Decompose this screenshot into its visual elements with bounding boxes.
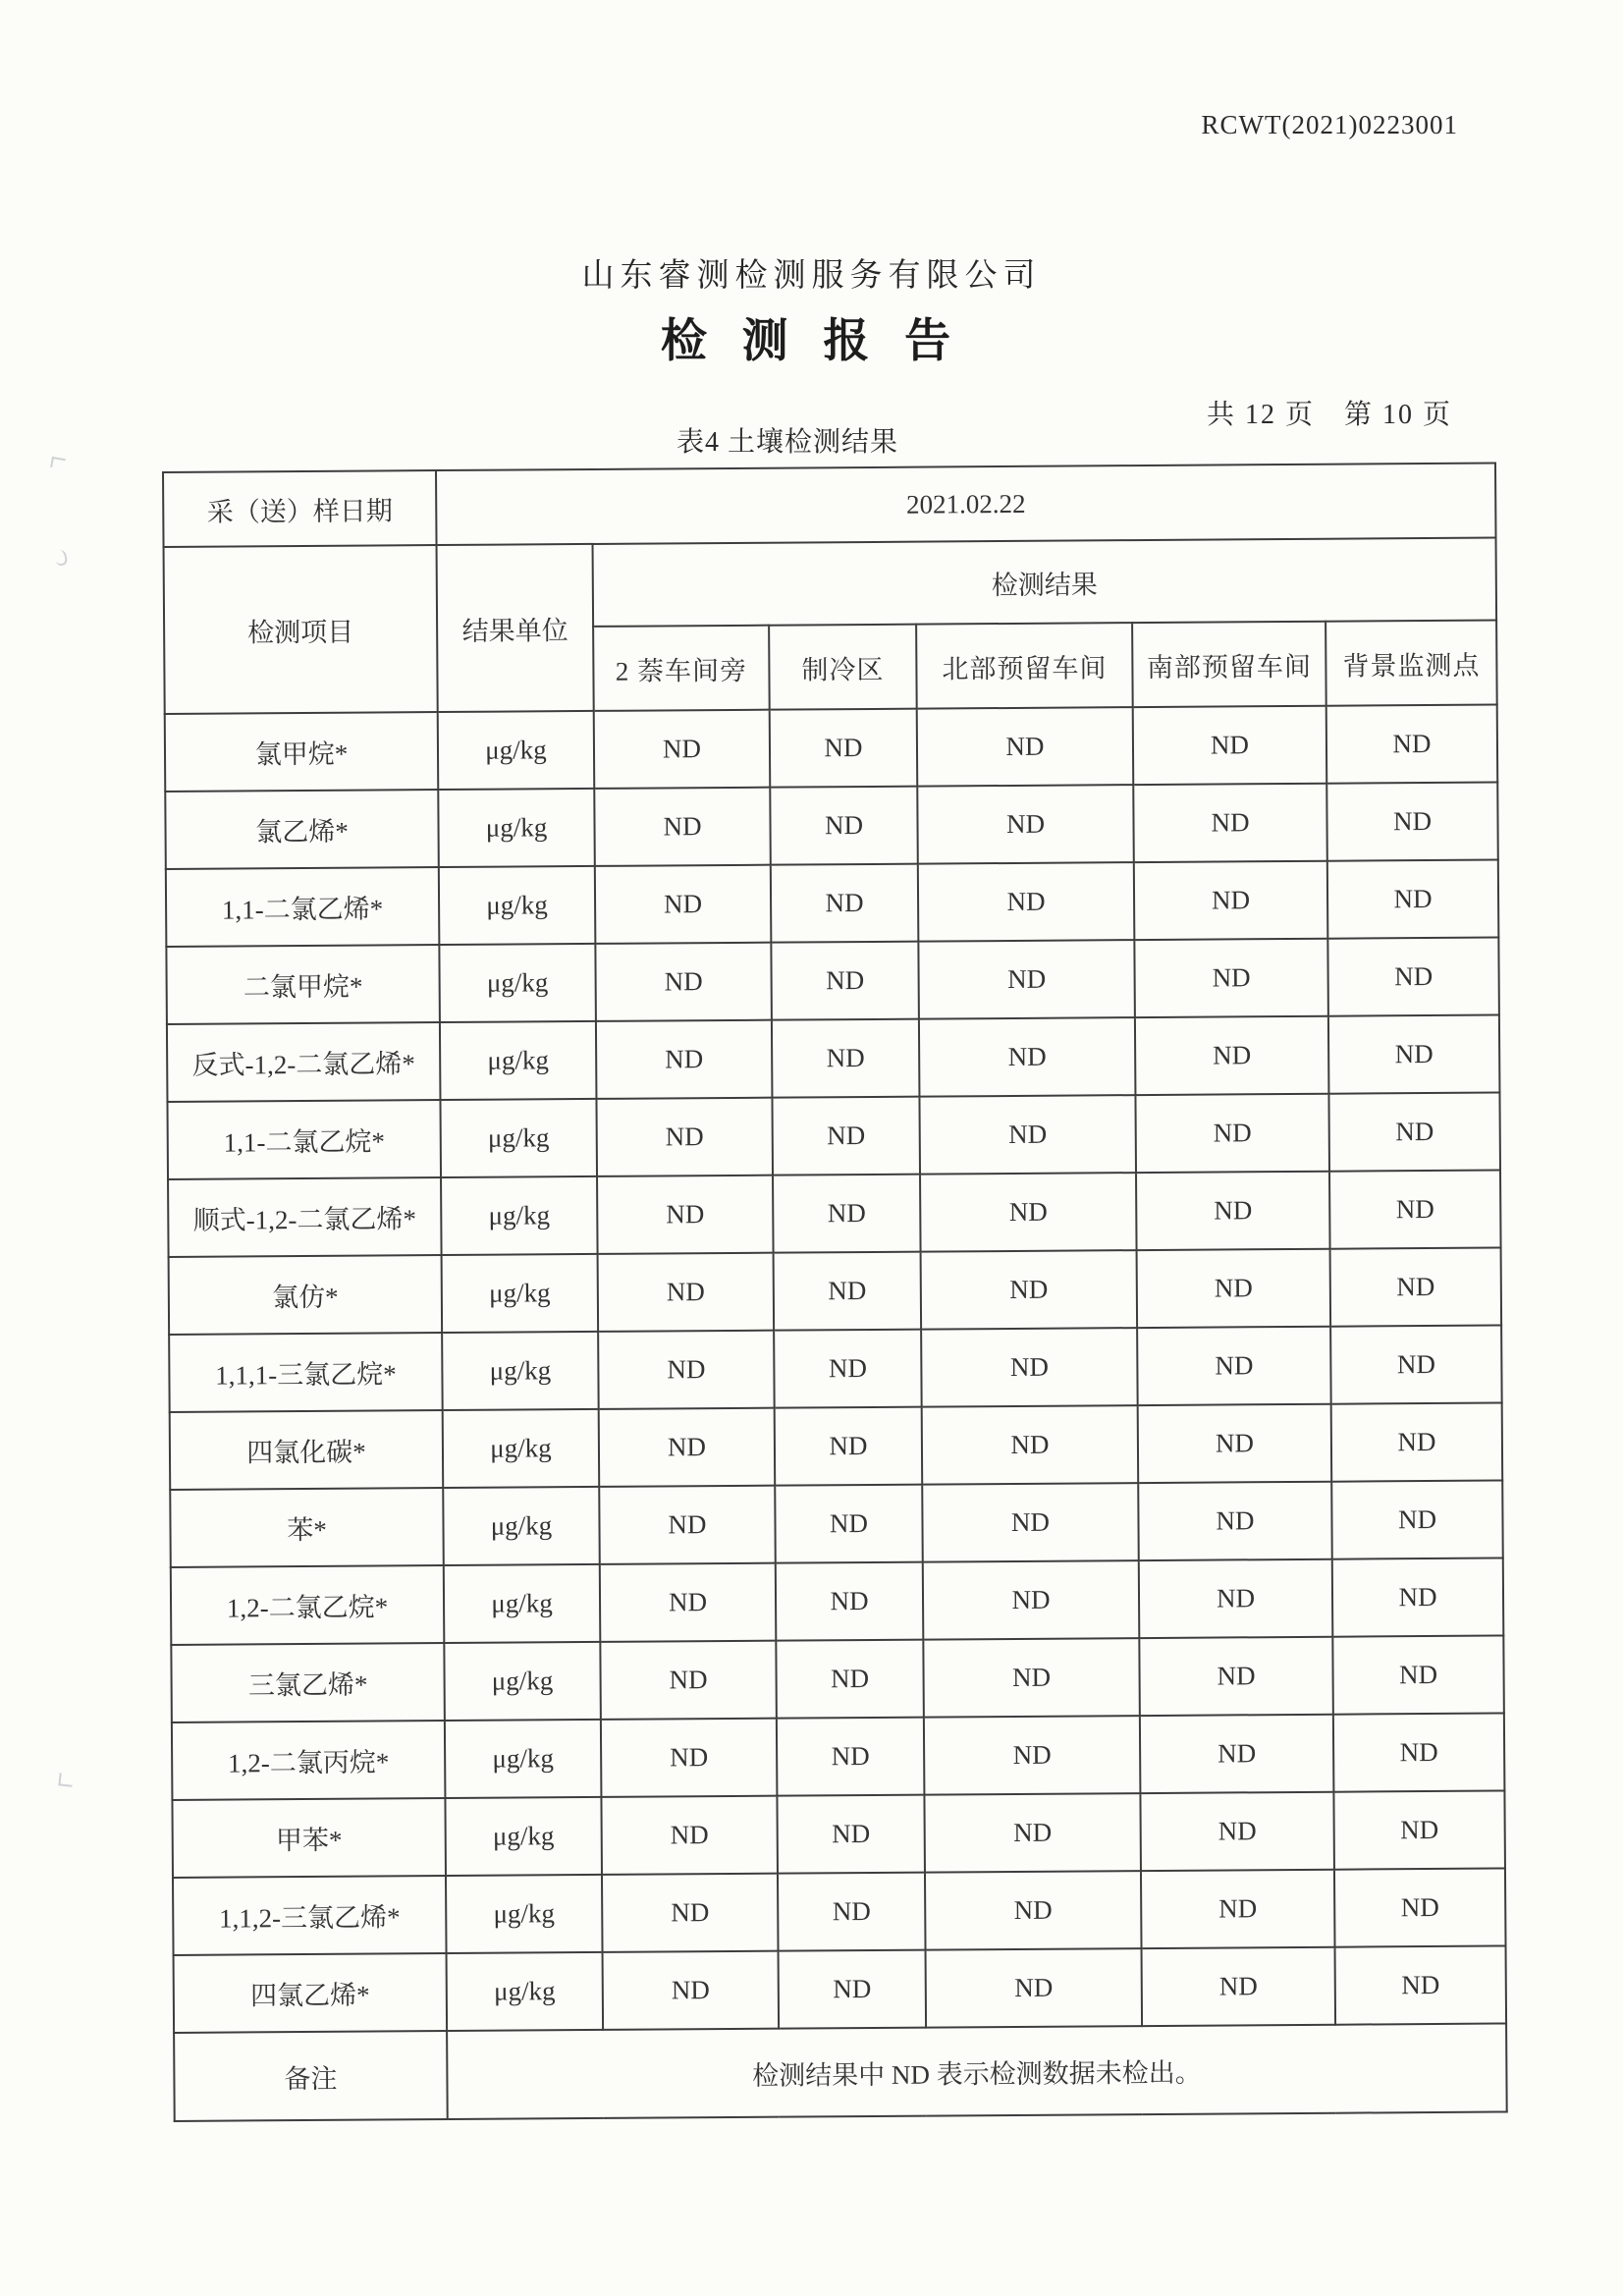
site-column-header: 南部预留车间: [1132, 622, 1326, 707]
unit-cell: μg/kg: [442, 1332, 599, 1410]
result-cell: ND: [926, 1948, 1143, 2028]
report-number: RCWT(2021)0223001: [1201, 110, 1458, 139]
pencil-mark: [58, 1773, 73, 1786]
results-footer: [174, 2023, 1507, 2120]
site-column-header: 制冷区: [769, 625, 917, 710]
sample-date-label: 采（送）样日期: [163, 470, 437, 547]
unit-cell: μg/kg: [444, 1642, 601, 1721]
sample-date-value: 2021.02.22: [436, 464, 1496, 546]
result-cell: ND: [1137, 1249, 1331, 1328]
result-cell: ND: [600, 1563, 777, 1642]
result-cell: ND: [1326, 705, 1498, 784]
analyte-name: 四氯乙烯*: [174, 1953, 448, 2033]
analyte-name: 氯乙烯*: [165, 790, 439, 869]
analyte-name: 二氯甲烷*: [166, 945, 440, 1024]
table-row: [167, 1093, 1500, 1179]
unit-cell: μg/kg: [442, 1254, 599, 1333]
unit-cell: μg/kg: [445, 1797, 602, 1876]
result-cell: ND: [1334, 1868, 1506, 1946]
result-cell: ND: [1331, 1480, 1503, 1558]
analyte-name: 1,2-二氯丙烷*: [172, 1721, 446, 1800]
analyte-name: 四氯化碳*: [170, 1410, 444, 1490]
table-row: [171, 1635, 1504, 1722]
unit-cell: μg/kg: [443, 1487, 600, 1565]
remark-row: [174, 2023, 1507, 2120]
table-row: [165, 783, 1498, 869]
result-cell: ND: [774, 1330, 922, 1408]
page-indicator: 共 12 页 第 10 页: [1206, 400, 1452, 430]
result-cell: ND: [1140, 1715, 1334, 1793]
result-cell: ND: [919, 1017, 1136, 1097]
analyte-name: 1,1-二氯乙烷*: [167, 1100, 441, 1179]
result-cell: ND: [603, 1951, 780, 2030]
result-cell: ND: [1139, 1637, 1333, 1716]
unit-cell: μg/kg: [446, 1875, 603, 1953]
table-row: [166, 938, 1499, 1024]
result-cell: ND: [1329, 1171, 1501, 1249]
table-row: [169, 1325, 1502, 1411]
analyte-name: 苯*: [170, 1488, 444, 1567]
table-row: [170, 1480, 1503, 1566]
result-cell: ND: [1135, 1016, 1329, 1095]
unit-cell: μg/kg: [447, 1952, 604, 2031]
table-row: [166, 860, 1499, 947]
analyte-name: 顺式-1,2-二氯乙烯*: [168, 1177, 442, 1257]
analyte-name: 氯仿*: [169, 1255, 443, 1335]
result-cell: ND: [1332, 1558, 1504, 1636]
table-row: [167, 1015, 1500, 1102]
result-cell: ND: [1134, 939, 1328, 1017]
analyte-name: 1,2-二氯乙烷*: [171, 1565, 445, 1645]
result-cell: ND: [772, 1019, 920, 1098]
table-row: [174, 1945, 1507, 2032]
remark-text: 检测结果中 ND 表示检测数据未检出。: [447, 2023, 1507, 2119]
site-column-header: 2 萘车间旁: [593, 626, 770, 711]
result-cell: ND: [1142, 1947, 1336, 2026]
result-cell: ND: [771, 864, 919, 943]
unit-cell: μg/kg: [440, 1021, 597, 1100]
analyte-name: 氯甲烷*: [165, 712, 439, 792]
company-name: 山东睿测检测服务有限公司: [581, 258, 1042, 294]
results-table-wrap: [162, 463, 1506, 2122]
result-cell: ND: [776, 1640, 924, 1719]
analyte-name: 甲苯*: [172, 1798, 446, 1878]
result-cell: ND: [600, 1641, 777, 1720]
result-cell: ND: [594, 788, 771, 866]
result-cell: ND: [596, 1020, 773, 1099]
result-cell: ND: [1137, 1327, 1331, 1405]
result-cell: ND: [919, 1095, 1136, 1175]
result-cell: ND: [597, 1175, 774, 1254]
analyte-name: 三氯乙烯*: [171, 1643, 445, 1722]
result-cell: ND: [1133, 784, 1327, 862]
unit-cell: μg/kg: [440, 1099, 597, 1177]
unit-cell: μg/kg: [438, 789, 595, 867]
result-cell: ND: [1141, 1870, 1335, 1948]
table-row: [172, 1790, 1505, 1877]
result-cell: ND: [1133, 706, 1327, 785]
site-column-header: 背景监测点: [1325, 621, 1497, 706]
table-row: [165, 705, 1498, 792]
result-cell: ND: [1333, 1713, 1505, 1791]
result-cell: ND: [595, 865, 772, 944]
remark-label: 备注: [174, 2031, 448, 2121]
unit-cell: μg/kg: [445, 1720, 602, 1798]
result-cell: ND: [598, 1331, 775, 1409]
result-cell: ND: [601, 1796, 778, 1875]
result-cell: ND: [1330, 1247, 1502, 1326]
table-row: [172, 1713, 1505, 1799]
result-cell: ND: [779, 1950, 927, 2029]
result-cell: ND: [924, 1793, 1141, 1873]
result-cell: ND: [1138, 1404, 1332, 1483]
results-header: [163, 464, 1497, 714]
result-cell: ND: [1326, 783, 1498, 861]
result-cell: ND: [917, 785, 1134, 864]
result-cell: ND: [599, 1486, 776, 1564]
result-group-header: 检测结果: [593, 538, 1497, 627]
result-cell: ND: [772, 1097, 920, 1175]
table-row: [171, 1558, 1504, 1644]
table-row: [168, 1171, 1501, 1257]
result-cell: ND: [1332, 1635, 1504, 1714]
result-cell: ND: [923, 1560, 1140, 1640]
unit-cell: μg/kg: [439, 944, 596, 1022]
pencil-mark: [50, 457, 66, 469]
result-cell: ND: [595, 943, 772, 1021]
result-cell: ND: [774, 1252, 922, 1331]
result-cell: ND: [924, 1716, 1141, 1795]
result-cell: ND: [1134, 861, 1328, 940]
result-cell: ND: [771, 942, 919, 1020]
result-cell: ND: [777, 1795, 925, 1874]
site-column-header: 北部预留车间: [916, 623, 1133, 709]
result-cell: ND: [596, 1098, 773, 1176]
result-cell: ND: [594, 710, 771, 789]
result-cell: ND: [917, 707, 1134, 787]
report-title: 检 测 报 告: [660, 316, 963, 367]
result-cell: ND: [918, 862, 1135, 942]
result-cell: ND: [1139, 1559, 1333, 1638]
results-table: [162, 463, 1508, 2122]
result-cell: ND: [921, 1328, 1138, 1407]
result-cell: ND: [1335, 1945, 1507, 2024]
result-cell: ND: [1333, 1790, 1505, 1869]
table-caption: 表4 土壤检测结果: [676, 427, 899, 458]
unit-cell: μg/kg: [439, 866, 596, 945]
result-cell: ND: [920, 1173, 1137, 1252]
result-cell: ND: [1135, 1094, 1329, 1173]
result-cell: ND: [922, 1405, 1139, 1485]
result-header-row: [164, 538, 1497, 629]
table-row: [170, 1402, 1503, 1489]
result-cell: ND: [1327, 938, 1499, 1016]
analyte-name: 1,1,1-三氯乙烷*: [169, 1333, 443, 1412]
result-cell: ND: [775, 1485, 923, 1563]
result-cell: ND: [1331, 1402, 1503, 1481]
result-cell: ND: [777, 1718, 925, 1796]
analyte-name: 1,1,2-三氯乙烯*: [173, 1876, 447, 1955]
analyte-name: 1,1-二氯乙烯*: [166, 867, 440, 947]
table-row: [173, 1868, 1506, 1954]
unit-cell: μg/kg: [438, 711, 595, 790]
result-cell: ND: [773, 1175, 921, 1253]
unit-cell: μg/kg: [444, 1564, 601, 1643]
result-cell: ND: [776, 1562, 924, 1641]
unit-cell: μg/kg: [441, 1176, 598, 1255]
result-cell: ND: [778, 1873, 926, 1951]
result-cell: ND: [1330, 1325, 1502, 1403]
result-cell: ND: [1328, 1015, 1500, 1094]
sample-date-row: [163, 464, 1496, 547]
result-cell: ND: [770, 709, 918, 788]
unit-column-header: 结果单位: [437, 544, 594, 712]
results-body: [165, 705, 1506, 2033]
result-cell: ND: [602, 1874, 779, 1952]
result-cell: ND: [1136, 1172, 1330, 1250]
result-cell: ND: [918, 940, 1135, 1019]
pencil-mark: [53, 549, 69, 567]
table-row: [169, 1247, 1502, 1334]
analyte-name: 反式-1,2-二氯乙烯*: [167, 1022, 441, 1102]
unit-cell: μg/kg: [443, 1409, 600, 1488]
result-cell: ND: [598, 1253, 775, 1332]
result-cell: ND: [923, 1638, 1140, 1718]
result-cell: ND: [601, 1719, 778, 1797]
result-cell: ND: [770, 787, 918, 865]
result-cell: ND: [925, 1871, 1142, 1950]
result-cell: ND: [1328, 1093, 1500, 1172]
result-cell: ND: [1138, 1482, 1332, 1560]
item-column-header: 检测项目: [164, 545, 438, 714]
result-cell: ND: [922, 1483, 1139, 1562]
result-cell: ND: [599, 1408, 776, 1487]
result-cell: ND: [1140, 1792, 1334, 1871]
result-cell: ND: [775, 1407, 923, 1486]
result-cell: ND: [1327, 860, 1499, 939]
result-cell: ND: [921, 1250, 1138, 1330]
